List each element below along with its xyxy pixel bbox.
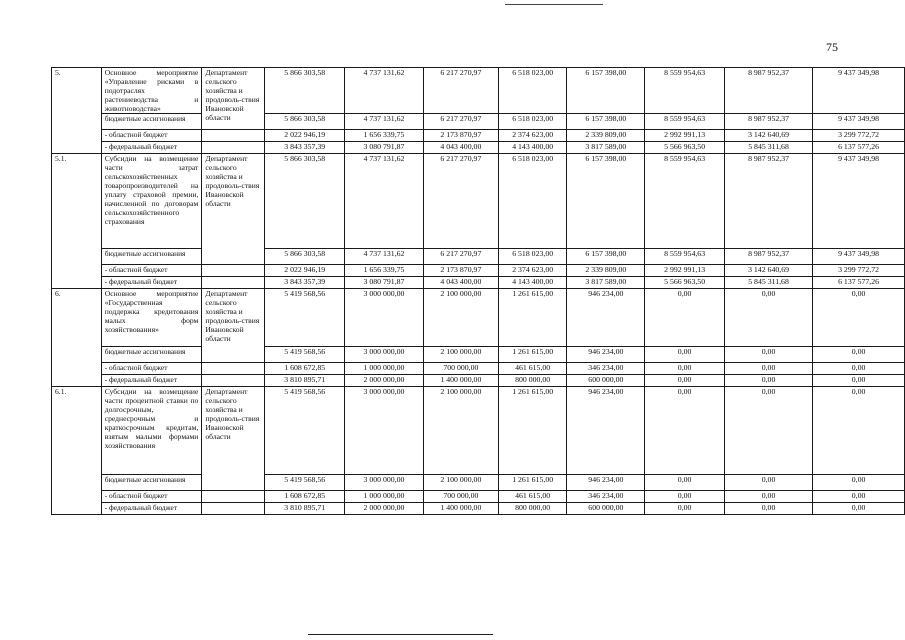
regional-value: 2 173 870,97: [423, 265, 498, 277]
budget-value: 5 866 303,58: [265, 249, 345, 265]
regional-value: 2 173 870,97: [423, 130, 498, 142]
total-value: 946 234,00: [567, 387, 645, 475]
regional-value: 1 656 339,75: [345, 130, 424, 142]
budget-value: 3 000 000,00: [345, 475, 424, 491]
measure-name: Основное мероприятие «Государственная поддержка кредитования малых форм хозяйствования»: [101, 289, 202, 347]
regional-value: 461 615,00: [498, 491, 567, 503]
regional-value: 1 608 672,85: [265, 363, 345, 375]
total-value: 6 157 398,00: [567, 154, 645, 249]
budget-row: [52, 114, 905, 130]
measure-row: [52, 154, 905, 249]
regional-row: [52, 265, 905, 277]
budget-row: [52, 347, 905, 363]
department: Департамент сельского хозяйства и продоволь-ствия Ивановской области: [202, 68, 265, 130]
regional-value: 1 656 339,75: [345, 265, 424, 277]
federal-value: 5 845 311,68: [724, 142, 812, 154]
total-value: 0,00: [645, 289, 725, 347]
federal-value: 5 566 963,50: [645, 277, 725, 289]
total-value: 5 866 303,58: [265, 154, 345, 249]
federal-row: [52, 375, 905, 387]
federal-value: 3 080 791,87: [345, 277, 424, 289]
federal-value: 4 043 400,00: [423, 277, 498, 289]
budget-value: 0,00: [813, 347, 905, 363]
budget-row: [52, 475, 905, 491]
total-value: 1 261 615,00: [498, 289, 567, 347]
row-index: 6.1.: [52, 387, 102, 515]
budget-value: 4 737 131,62: [345, 249, 424, 265]
federal-value: 3 810 895,71: [265, 503, 345, 515]
federal-value: 5 845 311,68: [724, 277, 812, 289]
total-value: 6 518 023,00: [498, 154, 567, 249]
row-index: 5.: [52, 68, 102, 154]
department: Департамент сельского хозяйства и продоволь-ствия Ивановской области: [202, 289, 265, 363]
budget-value: 0,00: [724, 347, 812, 363]
federal-value: 5 566 963,50: [645, 142, 725, 154]
federal-value: 0,00: [813, 375, 905, 387]
department: Департамент сельского хозяйства и продоволь-ствия Ивановской области: [202, 154, 265, 265]
regional-value: 0,00: [724, 491, 812, 503]
federal-value: 1 400 000,00: [423, 503, 498, 515]
federal-label: - федеральный бюджет: [101, 503, 202, 515]
budget-value: 8 987 952,37: [724, 114, 812, 130]
regional-value: 461 615,00: [498, 363, 567, 375]
budget-value: 9 437 349,98: [813, 249, 905, 265]
budget-value: 946 234,00: [567, 347, 645, 363]
regional-value: 0,00: [724, 363, 812, 375]
regional-label: - областной бюджет: [101, 130, 202, 142]
department-cell: [202, 130, 265, 142]
total-value: 6 217 270,97: [423, 68, 498, 114]
regional-value: 2 339 809,00: [567, 265, 645, 277]
budget-value: 9 437 349,98: [813, 114, 905, 130]
measure-name: Субсидии на возмещение части затрат сельскохозяйственных товаропроизводителей на уплату страховой премии, начисленной по договорам сельскохозяйственного страхования: [101, 154, 202, 249]
budget-value: 8 559 954,63: [645, 249, 725, 265]
department-cell: [202, 142, 265, 154]
department-cell: [202, 375, 265, 387]
top-rule: [505, 4, 603, 5]
regional-value: 3 299 772,72: [813, 130, 905, 142]
total-value: 4 737 131,62: [345, 154, 424, 249]
page-number: 75: [826, 40, 838, 54]
total-value: 6 157 398,00: [567, 68, 645, 114]
federal-value: 800 000,00: [498, 375, 567, 387]
total-value: 4 737 131,62: [345, 68, 424, 114]
measure-row: [52, 289, 905, 347]
regional-value: 2 992 991,13: [645, 130, 725, 142]
federal-value: 0,00: [724, 375, 812, 387]
federal-value: 3 810 895,71: [265, 375, 345, 387]
total-value: 6 217 270,97: [423, 154, 498, 249]
total-value: 8 559 954,63: [645, 154, 725, 249]
budget-value: 1 261 615,00: [498, 475, 567, 491]
budget-value: 5 866 303,58: [265, 114, 345, 130]
department-cell: [202, 265, 265, 277]
total-value: 3 000 000,00: [345, 289, 424, 347]
measure-name: Субсидии на возмещение части процентной ставки по долгосрочным, среднесрочным и краткосрочным кредитам, взятым малыми формами хозяйствования: [101, 387, 202, 475]
federal-value: 4 143 400,00: [498, 142, 567, 154]
federal-value: 600 000,00: [567, 375, 645, 387]
regional-value: 0,00: [813, 363, 905, 375]
budget-value: 5 419 568,56: [265, 475, 345, 491]
bottom-rule: [308, 634, 493, 635]
regional-value: 3 142 640,69: [724, 265, 812, 277]
budget-label: бюджетные ассигнования: [101, 114, 202, 130]
total-value: 5 419 568,56: [265, 387, 345, 475]
regional-value: 1 000 000,00: [345, 491, 424, 503]
regional-value: 700 000,00: [423, 363, 498, 375]
total-value: 0,00: [813, 387, 905, 475]
regional-row: [52, 363, 905, 375]
total-value: 1 261 615,00: [498, 387, 567, 475]
budget-value: 6 157 398,00: [567, 114, 645, 130]
budget-row: [52, 249, 905, 265]
federal-label: - федеральный бюджет: [101, 375, 202, 387]
budget-value: 6 217 270,97: [423, 249, 498, 265]
regional-value: 700 000,00: [423, 491, 498, 503]
regional-value: 0,00: [813, 491, 905, 503]
department-cell: [202, 363, 265, 375]
federal-value: 0,00: [645, 375, 725, 387]
row-index: 5.1.: [52, 154, 102, 289]
budget-value: 1 261 615,00: [498, 347, 567, 363]
budget-value: 6 217 270,97: [423, 114, 498, 130]
total-value: 9 437 349,98: [813, 68, 905, 114]
federal-value: 1 400 000,00: [423, 375, 498, 387]
regional-value: 3 299 772,72: [813, 265, 905, 277]
regional-value: 3 142 640,69: [724, 130, 812, 142]
federal-value: 2 000 000,00: [345, 503, 424, 515]
department: Департамент сельского хозяйства и продоволь-ствия Ивановской области: [202, 387, 265, 491]
department-cell: [202, 277, 265, 289]
department-cell: [202, 491, 265, 503]
federal-label: - федеральный бюджет: [101, 277, 202, 289]
federal-value: 3 843 357,39: [265, 277, 345, 289]
federal-label: - федеральный бюджет: [101, 142, 202, 154]
budget-value: 8 559 954,63: [645, 114, 725, 130]
regional-value: 2 374 623,00: [498, 130, 567, 142]
federal-row: [52, 142, 905, 154]
federal-value: 3 817 589,00: [567, 277, 645, 289]
budget-value: 946 234,00: [567, 475, 645, 491]
total-value: 5 866 303,58: [265, 68, 345, 114]
budget-value: 6 518 023,00: [498, 114, 567, 130]
regional-label: - областной бюджет: [101, 363, 202, 375]
federal-value: 0,00: [645, 503, 725, 515]
federal-row: [52, 277, 905, 289]
department-cell: [202, 503, 265, 515]
federal-value: 3 817 589,00: [567, 142, 645, 154]
regional-value: 2 339 809,00: [567, 130, 645, 142]
regional-row: [52, 130, 905, 142]
federal-value: 0,00: [724, 503, 812, 515]
budget-value: 0,00: [813, 475, 905, 491]
budget-value: 0,00: [645, 475, 725, 491]
federal-value: 4 043 400,00: [423, 142, 498, 154]
total-value: 9 437 349,98: [813, 154, 905, 249]
total-value: 2 100 000,00: [423, 387, 498, 475]
regional-label: - областной бюджет: [101, 265, 202, 277]
row-index: 6.: [52, 289, 102, 387]
total-value: 8 559 954,63: [645, 68, 725, 114]
regional-row: [52, 491, 905, 503]
regional-value: 1 608 672,85: [265, 491, 345, 503]
budget-value: 6 157 398,00: [567, 249, 645, 265]
budget-label: бюджетные ассигнования: [101, 347, 202, 363]
total-value: 2 100 000,00: [423, 289, 498, 347]
budget-table: [51, 67, 905, 515]
measure-row: [52, 387, 905, 475]
total-value: 0,00: [645, 387, 725, 475]
regional-value: 0,00: [645, 363, 725, 375]
regional-label: - областной бюджет: [101, 491, 202, 503]
regional-value: 346 234,00: [567, 363, 645, 375]
total-value: 5 419 568,56: [265, 289, 345, 347]
total-value: 6 518 023,00: [498, 68, 567, 114]
regional-value: 2 374 623,00: [498, 265, 567, 277]
regional-value: 2 992 991,13: [645, 265, 725, 277]
total-value: 3 000 000,00: [345, 387, 424, 475]
regional-value: 346 234,00: [567, 491, 645, 503]
federal-value: 800 000,00: [498, 503, 567, 515]
federal-row: [52, 503, 905, 515]
total-value: 946 234,00: [567, 289, 645, 347]
regional-value: 0,00: [645, 491, 725, 503]
regional-value: 2 022 946,19: [265, 265, 345, 277]
budget-value: 3 000 000,00: [345, 347, 424, 363]
budget-value: 0,00: [724, 475, 812, 491]
budget-value: 5 419 568,56: [265, 347, 345, 363]
budget-table-body: [52, 68, 905, 515]
budget-value: 0,00: [645, 347, 725, 363]
budget-label: бюджетные ассигнования: [101, 475, 202, 491]
budget-value: 8 987 952,37: [724, 249, 812, 265]
measure-row: [52, 68, 905, 114]
total-value: 8 987 952,37: [724, 68, 812, 114]
total-value: 0,00: [724, 289, 812, 347]
total-value: 0,00: [724, 387, 812, 475]
federal-value: 3 080 791,87: [345, 142, 424, 154]
federal-value: 600 000,00: [567, 503, 645, 515]
budget-value: 4 737 131,62: [345, 114, 424, 130]
federal-value: 6 137 577,26: [813, 277, 905, 289]
federal-value: 0,00: [813, 503, 905, 515]
budget-label: бюджетные ассигнования: [101, 249, 202, 265]
budget-value: 6 518 023,00: [498, 249, 567, 265]
federal-value: 4 143 400,00: [498, 277, 567, 289]
measure-name: Основное мероприятие «Управление рисками в подотраслях растениеводства и животноводства»: [101, 68, 202, 114]
federal-value: 6 137 577,26: [813, 142, 905, 154]
federal-value: 3 843 357,39: [265, 142, 345, 154]
budget-value: 2 100 000,00: [423, 347, 498, 363]
budget-value: 2 100 000,00: [423, 475, 498, 491]
regional-value: 1 000 000,00: [345, 363, 424, 375]
total-value: 8 987 952,37: [724, 154, 812, 249]
regional-value: 2 022 946,19: [265, 130, 345, 142]
federal-value: 2 000 000,00: [345, 375, 424, 387]
total-value: 0,00: [813, 289, 905, 347]
